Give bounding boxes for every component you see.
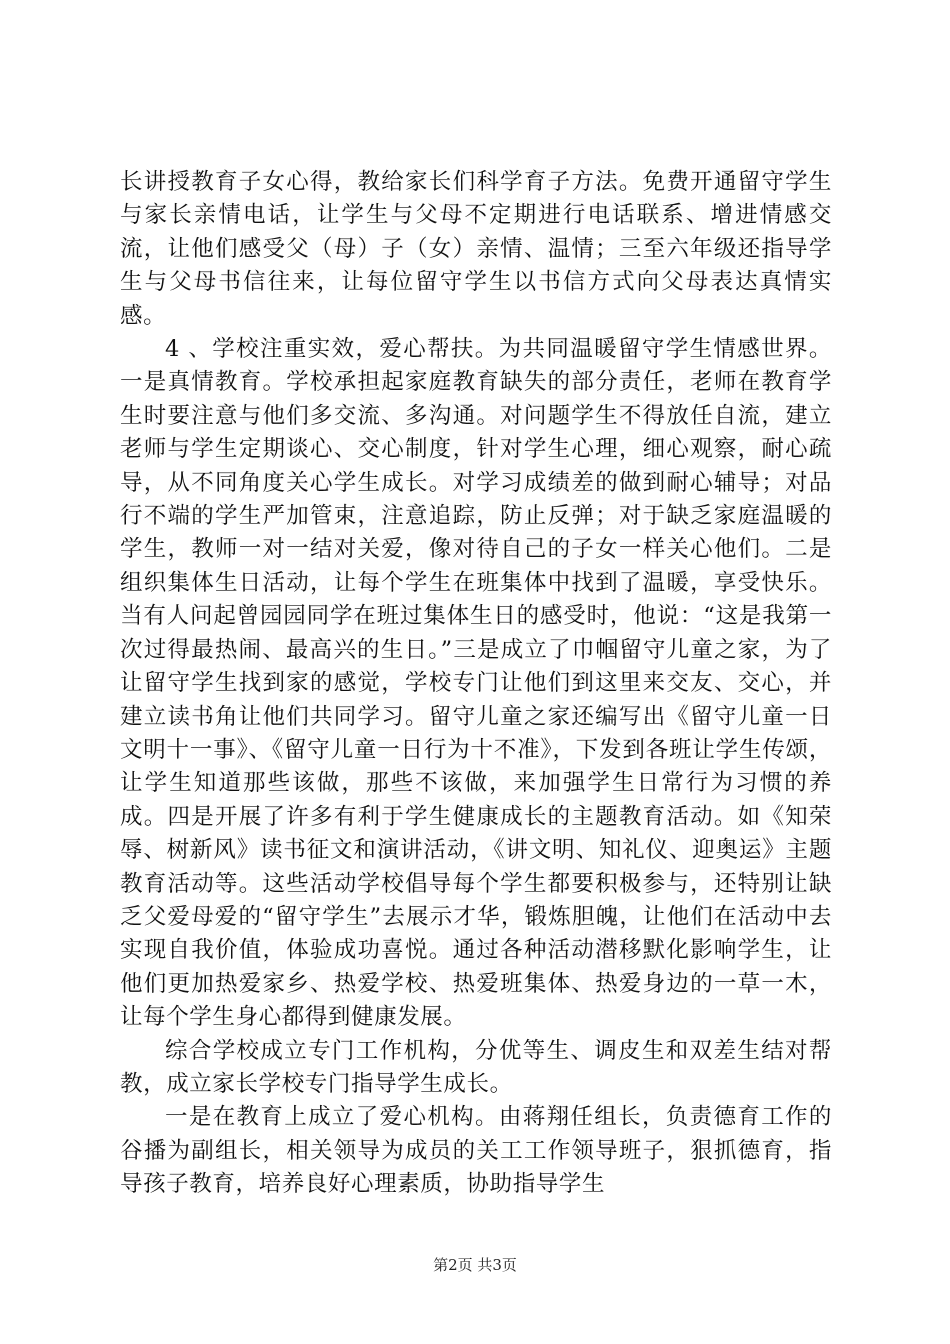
document-body [120, 166, 832, 1202]
page-number-footer: 第2页 共3页 [433, 1256, 517, 1274]
paragraph-2: 4 、学校注重实效，爱心帮扶。为共同温暖留守学生情感世界。一是真情教育。学校承担起家庭教育缺失的部分责任，老师在教育学生时要注意与他们多交流、多沟通。对问题学生不得放任自流，建立老师与学生定期谈心、交心制度，针对学生心理，细心观察，耐心疏导，从不同角度关心学生成长。对学习成绩差的做到耐心辅导；对品行不端的学生严加管束，注意追踪，防止反弹；对于缺乏家庭温暖的学生，教师一对一结对关爱，像对待自己的子女一样关心他们。二是组织集体生日活动，让每个学生在班集体中找到了温暖，享受快乐。当有人问起曾园园同学在班过集体生日的感受时，他说：“这是我第一次过得最热闹、最高兴的生日。”三是成立了巾帼留守儿童之家，为了让留守学生找到家的感觉，学校专门让他们到这里来交友、交心，并建立读书角让他们共同学习。留守儿童之家还编写出《留守儿童一日文明十一事》、《留守儿童一日行为十不准》，下发到各班让学生传颂，让学生知道那些该做，那些不该做，来加强学生日常行为习惯的养成。四是开展了许多有利于学生健康成长的主题教育活动。如《知荣辱、树新风》读书征文和演讲活动，《讲文明、知礼仪、迎奥运》主题教育活动等。这些活动学校倡导每个学生都要积极参与，还特别让缺乏父爱母爱的“留守学生”去展示才华，锻炼胆魄，让他们在活动中去实现自我价值，体验成功喜悦。通过各种活动潜移默化影响学生，让他们更加热爱家乡、热爱学校、热爱班集体、热爱身边的一草一木，让每个学生身心都得到健康发展。 [120, 336, 832, 1031]
paragraph-1: 长讲授教育子女心得，教给家长们科学育子方法。免费开通留守学生与家长亲情电话，让学生与父母不定期进行电话联系、增进情感交流，让他们感受父（母）子（女）亲情、温情；三至六年级还指导学生与父母书信往来，让每位留守学生以书信方式向父母表达真情实感。 [120, 169, 832, 329]
paragraph-3: 综合学校成立专门工作机构，分优等生、调皮生和双差生结对帮教，成立家长学校专门指导学生成长。 [120, 1037, 832, 1097]
paragraph-4: 一是在教育上成立了爱心机构。由蒋翔任组长，负责德育工作的谷播为副组长，相关领导为成员的关工工作领导班子，狠抓德育，指导孩子教育，培养良好心理素质，协助指导学生 [120, 1104, 832, 1198]
